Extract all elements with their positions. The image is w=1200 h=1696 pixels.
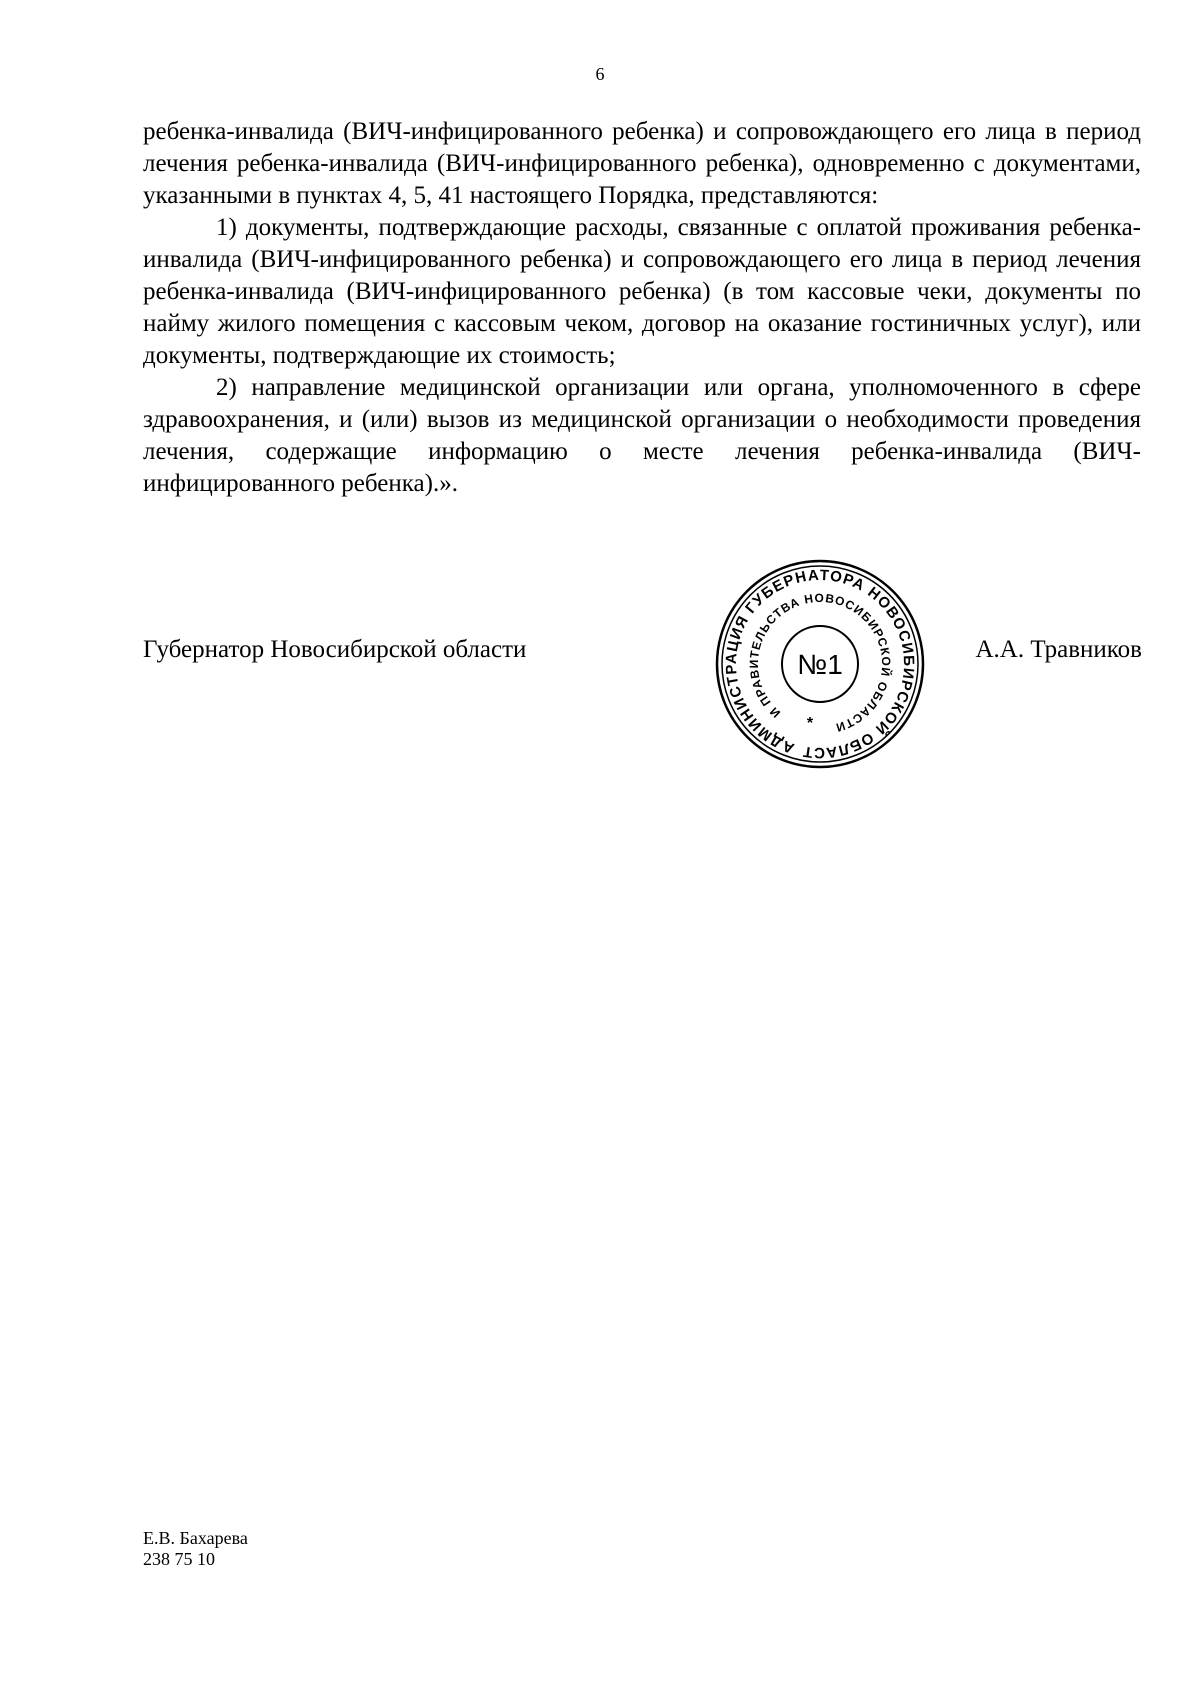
paragraph-item-2: 2) направление медицинской организации или органа, уполномоченного в сфере здравоохранения, и (или) вызов из медицинской организации о необходимости проведения лечения, содержащие информацию о месте лечения ребенка-инвалида (ВИЧ-инфицированного ребенка).». bbox=[143, 374, 1141, 497]
page-number: 6 bbox=[595, 64, 605, 84]
seal-inner-text: И ПРАВИТЕЛЬСТВА НОВОСИБИРСКОЙ ОБЛАСТИ bbox=[746, 590, 894, 735]
seal-star: * bbox=[806, 715, 814, 732]
official-seal bbox=[714, 558, 926, 770]
executor-phone: 238 75 10 bbox=[143, 1549, 215, 1569]
paragraph-item-1: 1) документы, подтверждающие расходы, связанные с оплатой проживания ребенка-инвалида (ВИЧ-инфицированного ребенка) и сопровождающего его лица в период лечения ребенка-инвалида (ВИЧ-инфицированного ребенка) (в том кассовые чеки, документы по найму жилого помещения с кассовым чеком, договор на оказание гостиничных услуг), или документы, подтверждающие их стоимость; bbox=[143, 214, 1141, 369]
signatory-name: А.А. Травников bbox=[975, 636, 1142, 663]
seal-number: №1 bbox=[797, 649, 843, 680]
seal-outer-text: АДМИНИСТРАЦИЯ ГУБЕРНАТОРА НОВОСИБИРСКОЙ ОБЛАСТИ bbox=[722, 566, 918, 762]
signatory-title: Губернатор Новосибирской области bbox=[143, 636, 527, 663]
paragraph-intro: ребенка-инвалида (ВИЧ-инфицированного ребенка) и сопровождающего его лица в период лечения ребенка-инвалида (ВИЧ-инфицированного ребенка), одновременно с документами, указанными в пунктах 4, 5, 41 настоящего Порядка, представляются: bbox=[143, 118, 1141, 209]
executor-name: Е.В. Бахарева bbox=[143, 1528, 248, 1548]
executor-info bbox=[143, 1528, 248, 1570]
document-body bbox=[143, 116, 1141, 500]
